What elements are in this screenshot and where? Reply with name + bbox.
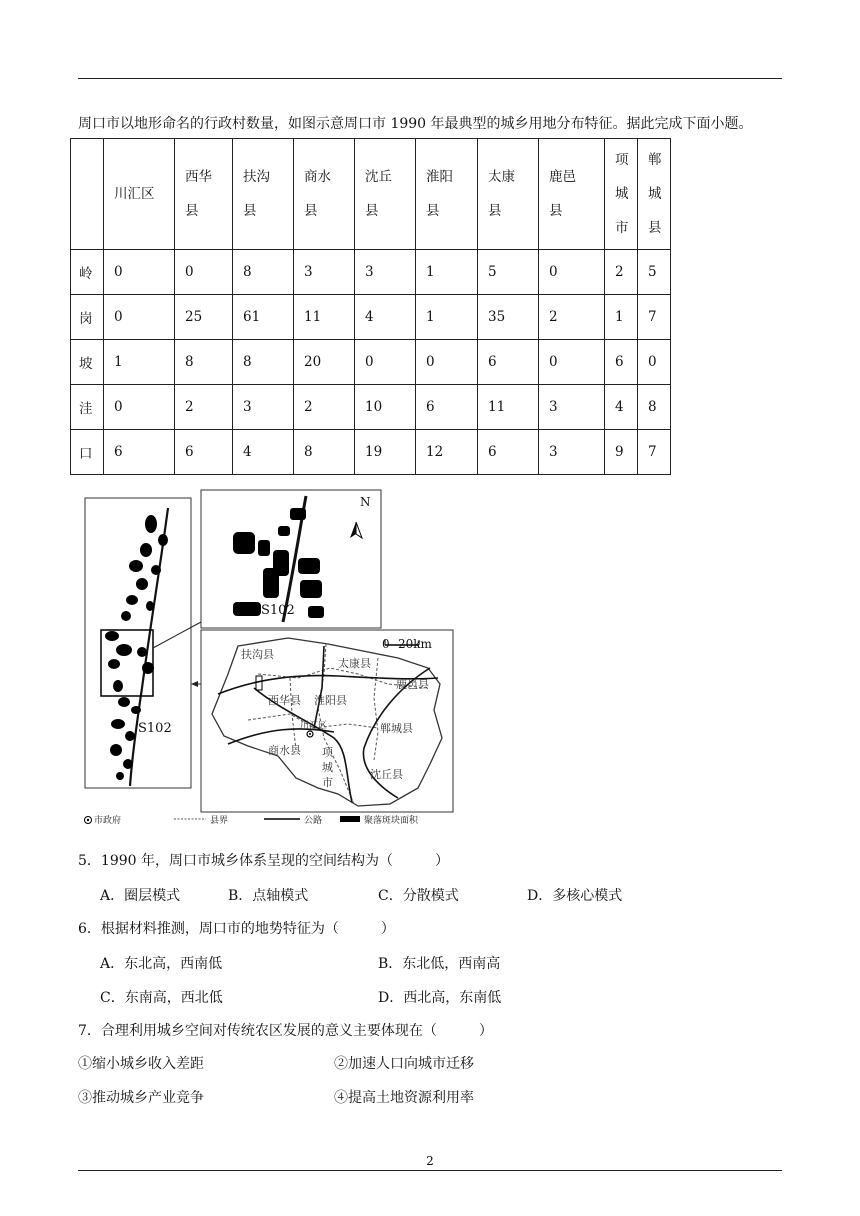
table-cell: 61 [233,295,294,340]
legend-highway: 公路 [304,816,323,826]
table-cell: 7 [638,430,671,475]
table-cell: 1 [605,295,638,340]
village-count-table [70,138,671,475]
table-cell: 11 [294,295,355,340]
county-label-xihua: 西华县 [268,694,301,707]
table-cell: 6 [175,430,233,475]
table-cell: 6 [605,340,638,385]
row-header: 洼 [71,385,104,430]
settlement-strip-panel [85,498,191,788]
county-label-xiangcheng-3: 市 [322,776,333,789]
header-cell: 淮阳 县 [416,139,478,250]
county-label-shenqiu: 沈丘县 [370,768,403,781]
table-cell: 3 [539,430,605,475]
table-cell: 0 [104,295,175,340]
header-rule [78,78,782,79]
question-7-stem: 7．合理利用城乡空间对传统农区发展的意义主要体现在（ ） [78,1023,493,1039]
county-label-shangshui: 商水县 [268,744,301,757]
header-cell [71,139,104,250]
table-cell: 2 [294,385,355,430]
table-cell: 1 [416,295,478,340]
scale-bar [382,637,433,651]
table-cell: 1 [104,340,175,385]
table-row [71,250,671,295]
header-cell: 太康 县 [478,139,539,250]
header-cell: 项 城 市 [605,139,638,250]
table-cell: 2 [605,250,638,295]
table-cell: 6 [416,385,478,430]
zhoukou-county-map [201,630,453,812]
map-legend [85,814,420,826]
question-7-item-4: ④提高土地资源利用率 [334,1090,474,1106]
table-cell: 2 [175,385,233,430]
question-5-option-b[interactable]: B．点轴模式 [228,888,309,904]
table-cell: 6 [478,340,539,385]
table-cell: 20 [294,340,355,385]
county-label-xiangcheng-1: 项 [322,746,333,759]
county-label-chuanhui: 川汇区 [300,721,328,731]
table-cell: 5 [638,250,671,295]
row-header: 坡 [71,340,104,385]
table-row [71,295,671,340]
table-cell: 3 [294,250,355,295]
table-cell: 12 [416,430,478,475]
table-cell: 8 [638,385,671,430]
table-cell: 10 [355,385,416,430]
header-cell: 鹿邑 县 [539,139,605,250]
scale-label: 20km [398,637,432,651]
table-cell: 6 [478,430,539,475]
question-6-option-c[interactable]: C．东南高，西北低 [100,990,223,1006]
header-cell: 沈丘 县 [355,139,416,250]
table-header-row [71,139,671,250]
road-label-left: S102 [138,721,172,736]
road-label-zoom: S102 [261,603,295,618]
question-6-stem: 6．根据材料推测，周口市的地势特征为（ ） [78,921,395,937]
table-cell: 3 [539,385,605,430]
county-label-xiangcheng-2: 城 [322,761,333,774]
county-label-luyi: 鹿邑县 [396,678,429,691]
table-cell: 0 [104,385,175,430]
row-header: 口 [71,430,104,475]
table-cell: 0 [638,340,671,385]
table-cell: 5 [478,250,539,295]
table-row [71,385,671,430]
page-number: 2 [426,1154,434,1168]
table-cell: 6 [104,430,175,475]
table-cell: 9 [605,430,638,475]
row-header: 岗 [71,295,104,340]
legend-county-border: 县界 [210,816,229,826]
table-cell: 8 [175,340,233,385]
table-cell: 1 [416,250,478,295]
table-cell: 11 [478,385,539,430]
table-cell: 8 [233,250,294,295]
legend-settlement: 聚落斑块面积 [364,816,419,826]
table-cell: 0 [175,250,233,295]
header-cell: 西华 县 [175,139,233,250]
table-row [71,430,671,475]
table-cell: 35 [478,295,539,340]
county-label-huaiyang: 淮阳县 [314,694,347,707]
table-cell: 19 [355,430,416,475]
intro-text: 周口市以地形命名的行政村数量，如图示意周口市 1990 年最典型的城乡用地分布特征。据此完成下面小题。 [78,116,753,132]
table-cell: 0 [416,340,478,385]
question-6-option-a[interactable]: A．东北高，西南低 [100,956,223,972]
question-5-stem: 5．1990 年，周口市城乡体系呈现的空间结构为（ ） [78,853,449,869]
question-7-item-1: ①缩小城乡收入差距 [78,1056,204,1072]
table-cell: 0 [539,250,605,295]
question-7-item-3: ③推动城乡产业竞争 [78,1090,204,1106]
table-cell: 8 [233,340,294,385]
table-cell: 4 [355,295,416,340]
header-cell: 商水 县 [294,139,355,250]
footer-rule [78,1170,782,1171]
question-7-item-2: ②加速人口向城市迁移 [334,1056,474,1072]
county-label-dancheng: 郸城县 [380,722,413,735]
county-label-fugou: 扶沟县 [241,648,274,661]
settlement-map-figure [78,488,458,828]
question-6-option-d[interactable]: D．西北高，东南低 [378,990,502,1006]
scale-zero-label: 0 [382,637,390,651]
question-5-option-c[interactable]: C．分散模式 [378,888,459,904]
row-header: 岭 [71,250,104,295]
question-5-option-d[interactable]: D．多核心模式 [527,888,623,904]
table-cell: 0 [355,340,416,385]
table-cell: 4 [233,430,294,475]
table-cell: 4 [605,385,638,430]
header-cell: 郸 城 县 [638,139,671,250]
table-cell: 3 [355,250,416,295]
zoomed-inset-panel [201,490,381,628]
table-row [71,340,671,385]
table-cell: 7 [638,295,671,340]
header-cell: 扶沟 县 [233,139,294,250]
legend-government: 市政府 [94,816,122,826]
table-cell: 8 [294,430,355,475]
table-cell: 25 [175,295,233,340]
question-5-option-a[interactable]: A．圈层模式 [100,888,181,904]
question-6-option-b[interactable]: B．东北低，西南高 [378,956,501,972]
table-cell: 2 [539,295,605,340]
table-cell: 0 [104,250,175,295]
table-cell: 0 [539,340,605,385]
county-label-taikang: 太康县 [338,657,371,670]
table-cell: 3 [233,385,294,430]
north-label: N [360,495,371,509]
header-cell: 川汇区 [104,139,175,250]
